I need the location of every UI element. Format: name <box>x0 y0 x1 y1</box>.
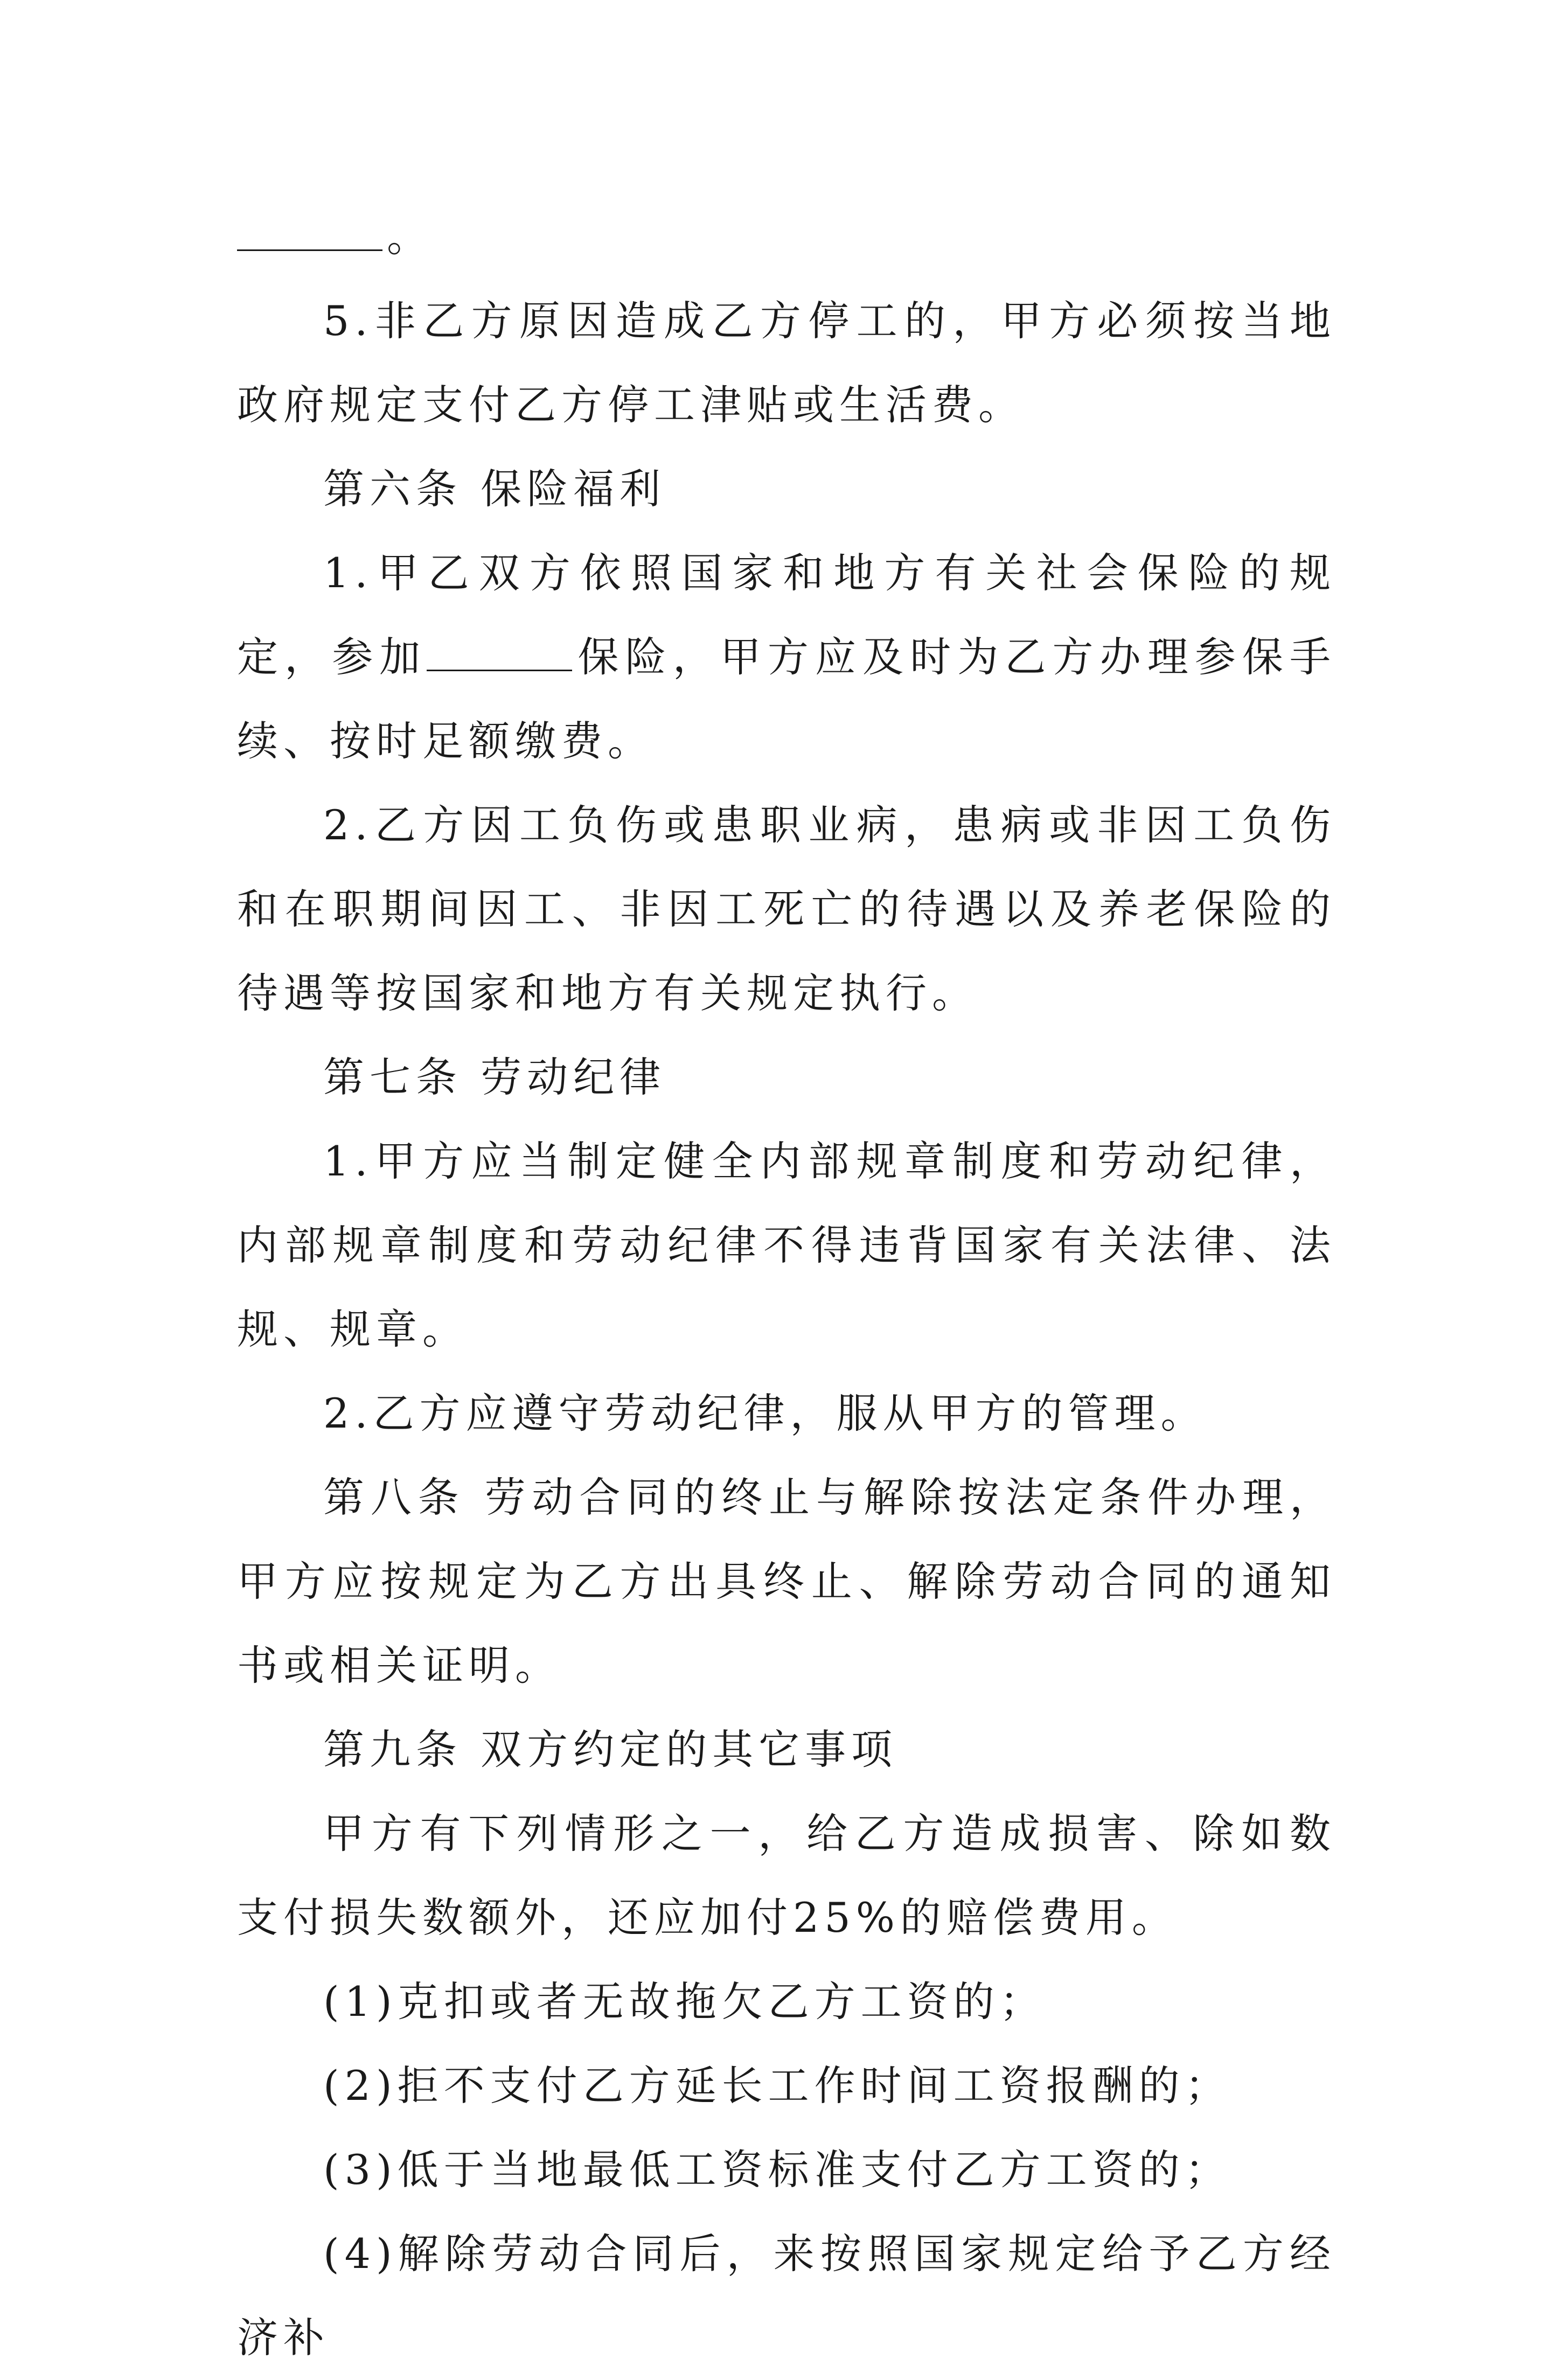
insurance-blank <box>427 637 572 671</box>
article-9-item-3: (3)低于当地最低工资标准支付乙方工资的； <box>323 2146 1231 2194</box>
continuation-line <box>237 195 1336 279</box>
article-6-item-1-part-a: 1.甲乙双方依照国家和地方有关社会保险的规定，参加 <box>237 549 1336 681</box>
article-6-heading: 第六条 保险福利 <box>323 465 666 513</box>
article-7-item-2: 2.乙方应遵守劳动纪律，服从甲方的管理。 <box>323 1389 1207 1437</box>
article-9-intro: 甲方有下列情形之一，给乙方造成损害、除如数支付损失数额外，还应加付25%的赔偿费用。 <box>237 1810 1336 1941</box>
fill-in-blank <box>237 217 382 251</box>
article-7-heading: 第七条 劳动纪律 <box>323 1053 666 1101</box>
article-6-item-1-part-b: 保险，甲方应及时为乙方办理参保手续、按时足额缴费。 <box>237 633 1337 765</box>
period-text: 。 <box>387 213 433 261</box>
article-9-item-1: (1)克扣或者无故拖欠乙方工资的； <box>323 1978 1046 2026</box>
article-9-item-2: (2)拒不支付乙方延长工作时间工资报酬的； <box>323 2062 1231 2110</box>
clause-5-paragraph: 5.非乙方原因造成乙方停工的，甲方必须按当地政府规定支付乙方停工津贴或生活费。 <box>237 297 1336 429</box>
article-8-paragraph: 第八条 劳动合同的终止与解除按法定条件办理，甲方应按规定为乙方出具终止、解除劳动合同的通知书或相关证明。 <box>237 1473 1336 1689</box>
article-6-item-1 <box>237 531 1336 783</box>
document-body <box>237 195 1336 2380</box>
article-7-item-1: 1.甲方应当制定健全内部规章制度和劳动纪律，内部规章制度和劳动纪律不得违背国家有关法律、法规、规章。 <box>237 1137 1336 1353</box>
article-9-heading: 第九条 双方约定的其它事项 <box>323 1725 898 1773</box>
article-9-item-4: (4)解除劳动合同后，来按照国家规定给予乙方经济补 <box>237 2230 1336 2362</box>
article-6-item-2: 2.乙方因工负伤或患职业病，患病或非因工负伤和在职期间因工、非因工死亡的待遇以及养老保险的待遇等按国家和地方有关规定执行。 <box>237 801 1336 1017</box>
